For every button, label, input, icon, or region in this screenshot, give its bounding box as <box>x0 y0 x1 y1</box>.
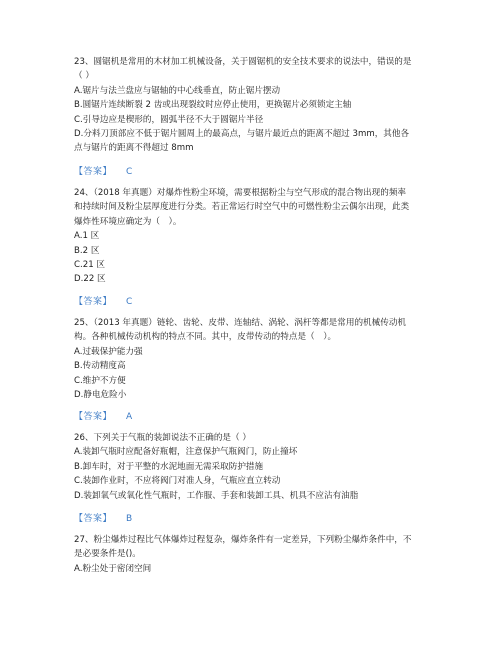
question-stem: 爆炸性环境应确定为（ ）。 <box>74 216 182 227</box>
question-24 <box>74 186 434 287</box>
answer-value: A <box>126 412 133 422</box>
option-a: A.1 区 <box>74 231 100 242</box>
option-d-continued: 点与锯片的距离不得超过 8mm <box>74 143 194 154</box>
answer-23 <box>74 164 132 177</box>
option-c: C.装卸作业时，不应将阀门对准人身，气瓶应直立转动 <box>74 476 281 487</box>
option-d: D.装卸氧气或氧化性气瓶时，工作服、手套和装卸工具、机具不应沾有油脂 <box>74 490 359 501</box>
question-stem: 26、下列关于气瓶的装卸说法不正确的是（ ） <box>74 433 251 443</box>
answer-24 <box>74 294 132 307</box>
answer-25 <box>74 409 132 422</box>
option-a: A.锯片与法兰盘应与锯轴的中心线垂直，防止锯片摆动 <box>74 85 281 96</box>
answer-label: 【答案】 <box>74 297 113 307</box>
answer-value: C <box>126 167 133 177</box>
question-stem: （ ） <box>74 71 94 82</box>
option-c: C.维护不方便 <box>74 375 126 386</box>
option-c: C.21 区 <box>74 260 105 271</box>
question-stem: 23、圆锯机是常用的木材加工机械设备，关于圆锯机的安全技术要求的说法中，错误的是 <box>74 57 412 67</box>
question-stem: 25、（2013 年真题）链轮、齿轮、皮带、连轴结、涡轮、涡杆等都是常用的机械传动机 <box>74 318 407 328</box>
question-stem: 24、（2018 年真题）对爆炸性粉尘环境，需要根据粉尘与空气形成的混合物出现的频率 <box>74 188 407 198</box>
answer-label: 【答案】 <box>74 514 113 524</box>
question-23 <box>74 55 434 156</box>
answer-label: 【答案】 <box>74 167 113 177</box>
option-a: A.装卸气瓶时应配备好瓶帽，注意保护气瓶阀门，防止撞坏 <box>74 447 298 458</box>
question-stem: 27、粉尘爆炸过程比气体爆炸过程复杂，爆炸条件有一定差异，下列粉尘爆炸条件中，不 <box>74 535 412 545</box>
answer-value: C <box>126 297 133 307</box>
answer-value: B <box>126 514 133 524</box>
answer-26 <box>74 511 132 524</box>
question-27 <box>74 533 434 576</box>
option-c: C.引导边应是楔形的，圆弧半径不大于圆锯片半径 <box>74 114 264 125</box>
option-a: A.粉尘处于密闭空间 <box>74 563 152 574</box>
option-b: B.传动精度高 <box>74 361 126 372</box>
option-b: B.圆锯片连续断裂 2 齿或出现裂纹时应停止使用，更换锯片必须锁定主轴 <box>74 100 352 111</box>
question-stem: 构。各种机械传动机构的特点不同。其中，皮带传动的特点是（ ）。 <box>74 332 337 343</box>
option-a: A.过载保护能力强 <box>74 346 143 357</box>
question-stem: 和持续时间及粉尘层厚度进行分类。若正常运行时空气中的可燃性粉尘云偶尔出现，此类 <box>74 202 410 213</box>
question-26 <box>74 431 434 503</box>
option-d: D.分料刀顶部应不低于锯片圆周上的最高点，与锯片最近点的距离不超过 3mm，其他各 <box>74 129 410 140</box>
option-b: B.卸车时，对于平整的水泥地面无需采取防护措施 <box>74 461 264 472</box>
question-25 <box>74 316 434 402</box>
option-b: B.2 区 <box>74 245 100 256</box>
option-d: D.22 区 <box>74 274 106 285</box>
question-stem: 是必要条件是()。 <box>74 549 141 560</box>
answer-label: 【答案】 <box>74 412 113 422</box>
option-d: D.静电危险小 <box>74 390 127 401</box>
